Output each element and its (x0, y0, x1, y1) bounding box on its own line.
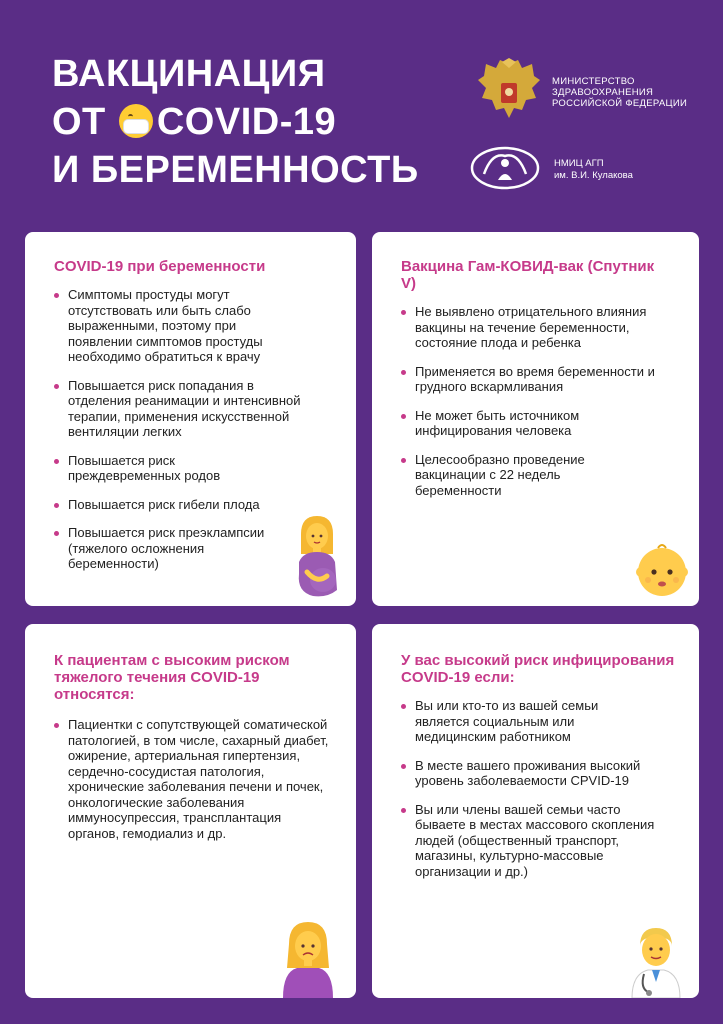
list-item: Целесообразно проведение вакцинации с 22 недель беременности (401, 452, 645, 499)
ministry-line-2: ЗДРАВООХРАНЕНИЯ (552, 87, 654, 98)
list-item: Повышается риск преждевременных родов (54, 453, 238, 484)
card-list (54, 717, 334, 841)
card-content (54, 258, 334, 585)
nmic-mother-child-icon (470, 146, 540, 190)
list-item: Не может быть источником инфицирования человека (401, 408, 625, 439)
frowning-pregnant-woman-icon (277, 920, 339, 998)
card-content (401, 258, 677, 511)
card-content (401, 652, 677, 892)
list-item: Применяется во время беременности и грудного вскармливания (401, 364, 677, 395)
ministry-name (552, 76, 687, 109)
page-title (52, 50, 419, 194)
title-line-3: И БЕРЕМЕННОСТЬ (52, 149, 419, 191)
list-item: Вы или члены вашей семьи часто бываете в местах массового скопления людей (общественный транспорт, магазины, культурно-массовые организации и др.) (401, 802, 670, 880)
card-content (54, 652, 334, 854)
list-item: Повышается риск преэклампсии (тяжелого осложнения беременности) (54, 525, 278, 572)
coat-of-arms-icon (478, 58, 540, 124)
card-title: Вакцина Гам-КОВИД-вак (Спутник V) (401, 258, 655, 292)
ministry-line-3: РОССИЙСКОЙ ФЕДЕРАЦИИ (552, 98, 688, 109)
baby-icon (634, 542, 690, 598)
title-line-2 (52, 98, 419, 146)
list-item: Вы или кто-то из вашей семьи является социальным или медицинским работником (401, 698, 645, 745)
face-with-medical-mask-icon (119, 104, 153, 138)
card-title: COVID-19 при беременности (54, 258, 266, 275)
title-line-2-suffix: COVID-19 (156, 101, 337, 143)
title-line-1: ВАКЦИНАЦИЯ (52, 53, 326, 95)
card-vaccine-sputnik (372, 232, 699, 606)
title-line-2-prefix: ОТ (52, 101, 106, 143)
nmic-line-2: им. В.И. Кулакова (554, 170, 633, 181)
card-list (401, 304, 677, 498)
list-item: Повышается риск гибели плода (54, 497, 308, 513)
list-item: Повышается риск попадания в отделения реанимации и интенсивной терапии, применения искусственной вентиляции легких (54, 378, 318, 440)
nmic-line-1: НМИЦ АГП (554, 158, 604, 169)
list-item: В месте вашего проживания высокий уровень заболеваемости CPVID-19 (401, 758, 685, 789)
card-title: У вас высокий риск инфицирования COVID-19 если: (401, 652, 675, 686)
card-list (54, 287, 334, 572)
list-item: Симптомы простуды могут отсутствовать или быть слабо выраженными, поэтому при появлении симптомов простуды необходимо обратиться к врачу (54, 287, 303, 365)
list-item: Пациентки с сопутствующей соматической патологией, в том числе, сахарный диабет, ожирение, артериальная гипертензия, сердечно-сосудистая патология, хронические заболевания печени и почек, онкологические заболевания иммуносупрессия, трансплантация органов, гемодиализ и др. (54, 717, 333, 841)
card-list (401, 698, 677, 879)
card-covid-in-pregnancy (25, 232, 356, 606)
health-worker-icon (626, 924, 686, 998)
card-title: К пациентам с высоким риском тяжелого течения COVID-19 относятся: (54, 652, 290, 703)
pregnant-woman-icon (293, 514, 341, 598)
card-high-risk-patients (25, 624, 356, 998)
nmic-name (554, 158, 633, 182)
ministry-line-1: МИНИСТЕРСТВО (552, 76, 635, 87)
card-infection-risk (372, 624, 699, 998)
list-item: Не выявлено отрицательного влияния вакцины на течение беременности, состояние плода и ребенка (401, 304, 677, 351)
